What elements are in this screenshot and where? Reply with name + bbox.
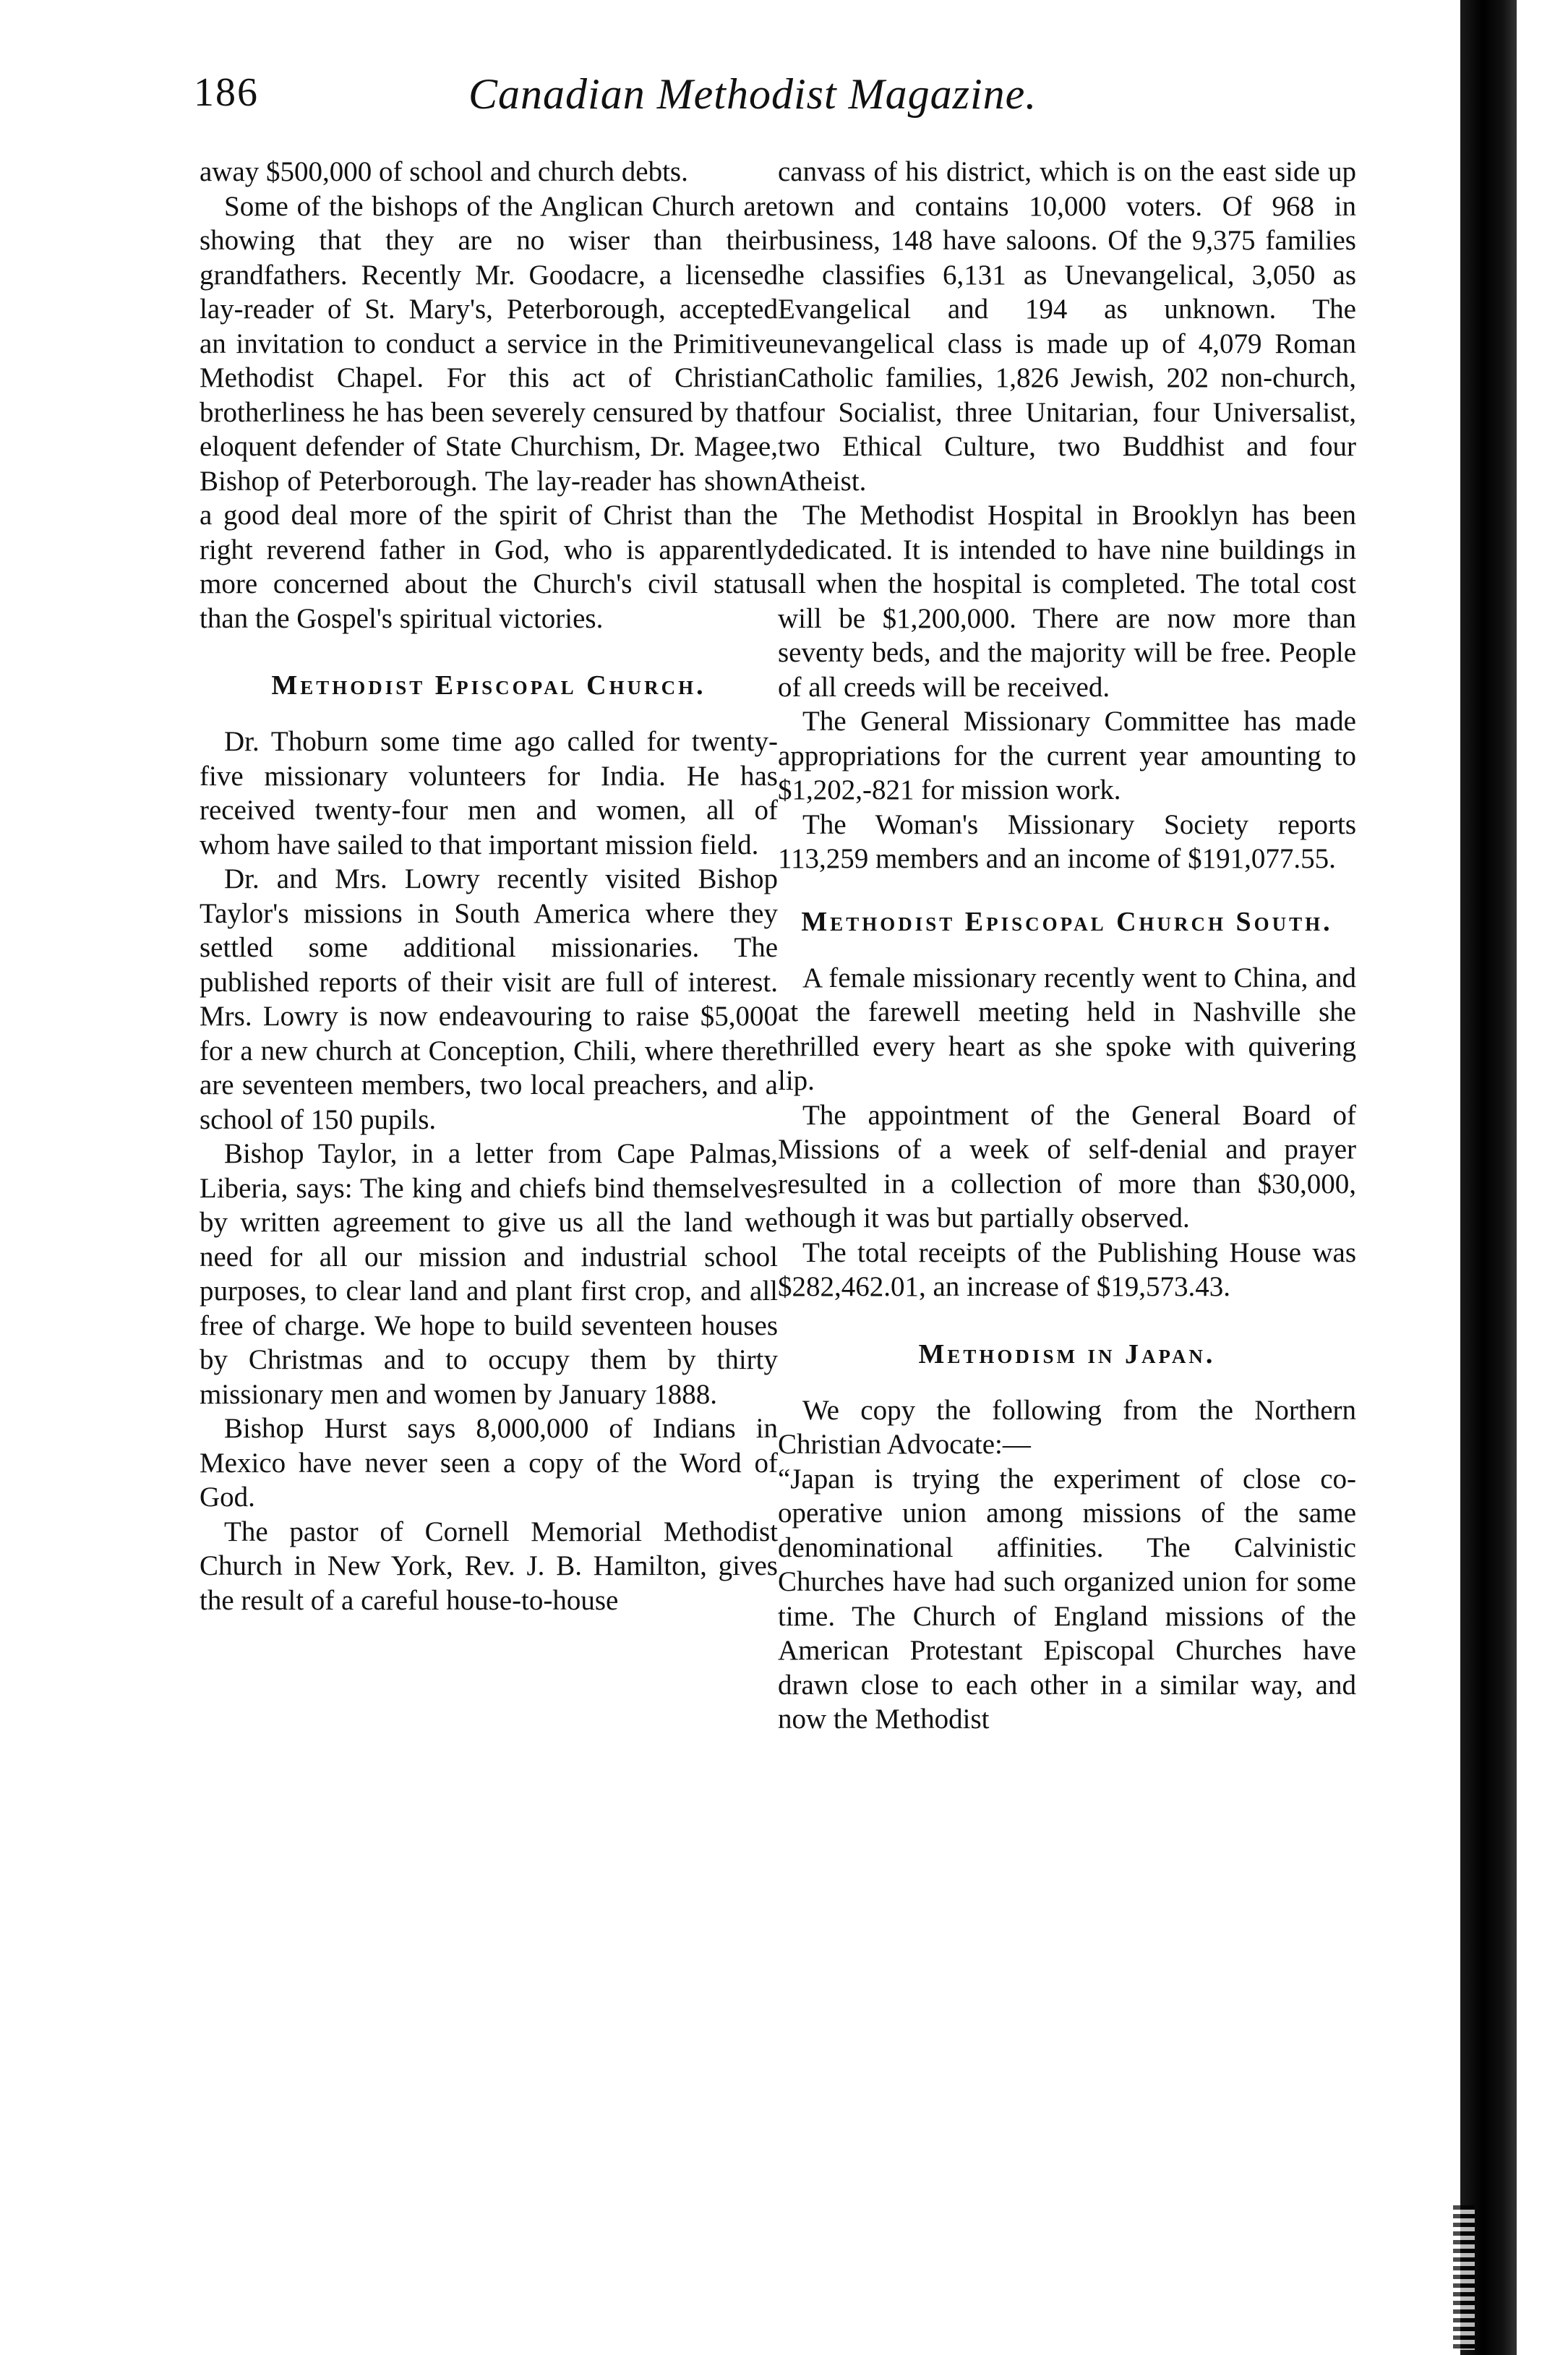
paragraph: Bishop Hurst says 8,000,000 of Indians in Mexico have never seen a copy of the Word of God. xyxy=(200,1413,778,1513)
paragraph: canvass of his district, which is on the east side up town and contains 10,000 voters. Of 968 in business, 148 have saloons. Of the 9,375 families he classifies 6,131 as Unevangelical, 3,050 as Evangelical and 194 as unknown. The unevangelical class is made up of 4,079 Roman Catholic families, 1,826 Jewish, 202 non-church, four Socialist, three Unitarian, four Universalist, two Ethical Culture, two Buddhist and four Atheist. xyxy=(778,156,1356,497)
section-heading: Methodism in Japan. xyxy=(918,1338,1216,1369)
right-column xyxy=(778,155,1356,1737)
paragraph: Dr. and Mrs. Lowry recently visited Bishop Taylor's missions in South America where they settled some additional missionaries. The published reports of their visit are full of interest. Mrs. Lowry is now endeavouring to raise $5,000 for a new church at Conception, Chili, where there are seventeen members, two local preachers, and a school of 150 pupils. xyxy=(200,863,778,1135)
paragraph: The Methodist Hospital in Brooklyn has been dedicated. It is intended to have nine buildings in all when the hospital is completed. The total cost will be $1,200,000. There are now more than seventy beds, and the majority will be free. People of all creeds will be received. xyxy=(778,500,1356,703)
paragraph: Dr. Thoburn some time ago called for twenty-five missionary volunteers for India. He has received twenty-four men and women, all of whom have sailed to that important mission field. xyxy=(200,726,778,860)
scan-edge-shadow xyxy=(1460,0,1517,2355)
paragraph: Bishop Taylor, in a letter from Cape Palmas, Liberia, says: The king and chiefs bind themselves by written agreement to give us all the land we need for all our mission and industrial school purposes, to clear land and plant first crop, and all free of charge. We hope to build seventeen houses by Christmas and to occupy them by thirty missionary men and women by January 1888. xyxy=(200,1138,778,1410)
running-head: Canadian Methodist Magazine. xyxy=(468,70,1037,118)
paragraph: The pastor of Cornell Memorial Methodist Church in New York, Rev. J. B. Hamilton, gives the result of a careful house-to-house xyxy=(200,1516,778,1616)
paragraph: We copy the following from the Northern Christian Advocate:— xyxy=(778,1394,1356,1460)
paragraph: Some of the bishops of the Anglican Church are showing that they are no wiser than their grandfathers. Recently Mr. Goodacre, a licensed lay-reader of St. Mary's, Peterborough, accepted an invitation to conduct a service in the Primitive Methodist Chapel. For this act of Christian brotherliness he has been severely censured by that eloquent defender of State Churchism, Dr. Magee, Bishop of Peterborough. The lay-reader has shown a good deal more of the spirit of Christ than the right reverend father in God, who is apparently more concerned about the Church's civil status than the Gospel's spiritual victories. xyxy=(200,190,778,634)
section-heading: Methodist Episcopal Church South. xyxy=(801,906,1333,937)
paragraph: The total receipts of the Publishing House was $282,462.01, an increase of $19,573.43. xyxy=(778,1236,1356,1302)
paragraph: A female missionary recently went to China, and at the farewell meeting held in Nashville she thrilled every heart as she spoke with quivering lip. xyxy=(778,962,1356,1096)
scan-edge-noise xyxy=(1453,2205,1475,2350)
paragraph: The Woman's Missionary Society reports 113,259 members and an income of $191,077.55. xyxy=(778,808,1356,874)
paragraph: “Japan is trying the experiment of close co-operative union among missions of the same denominational affinities. The Calvinistic Churches have had such organized union for some time. The Church of England missions of the American Protestant Episcopal Churches have drawn close to each other in a similar way, and now the Methodist xyxy=(778,1463,1356,1735)
paragraph: The appointment of the General Board of Missions of a week of self-denial and prayer resulted in a collection of more than $30,000, though it was but partially observed. xyxy=(778,1099,1356,1234)
page-number: 186 xyxy=(194,70,259,115)
paragraph: The General Missionary Committee has made appropriations for the current year amounting to $1,202,-821 for mission work. xyxy=(778,706,1356,805)
paragraph: away $500,000 of school and church debts. xyxy=(200,156,688,187)
left-column xyxy=(200,155,778,1617)
section-heading: Methodist Episcopal Church. xyxy=(271,670,706,701)
